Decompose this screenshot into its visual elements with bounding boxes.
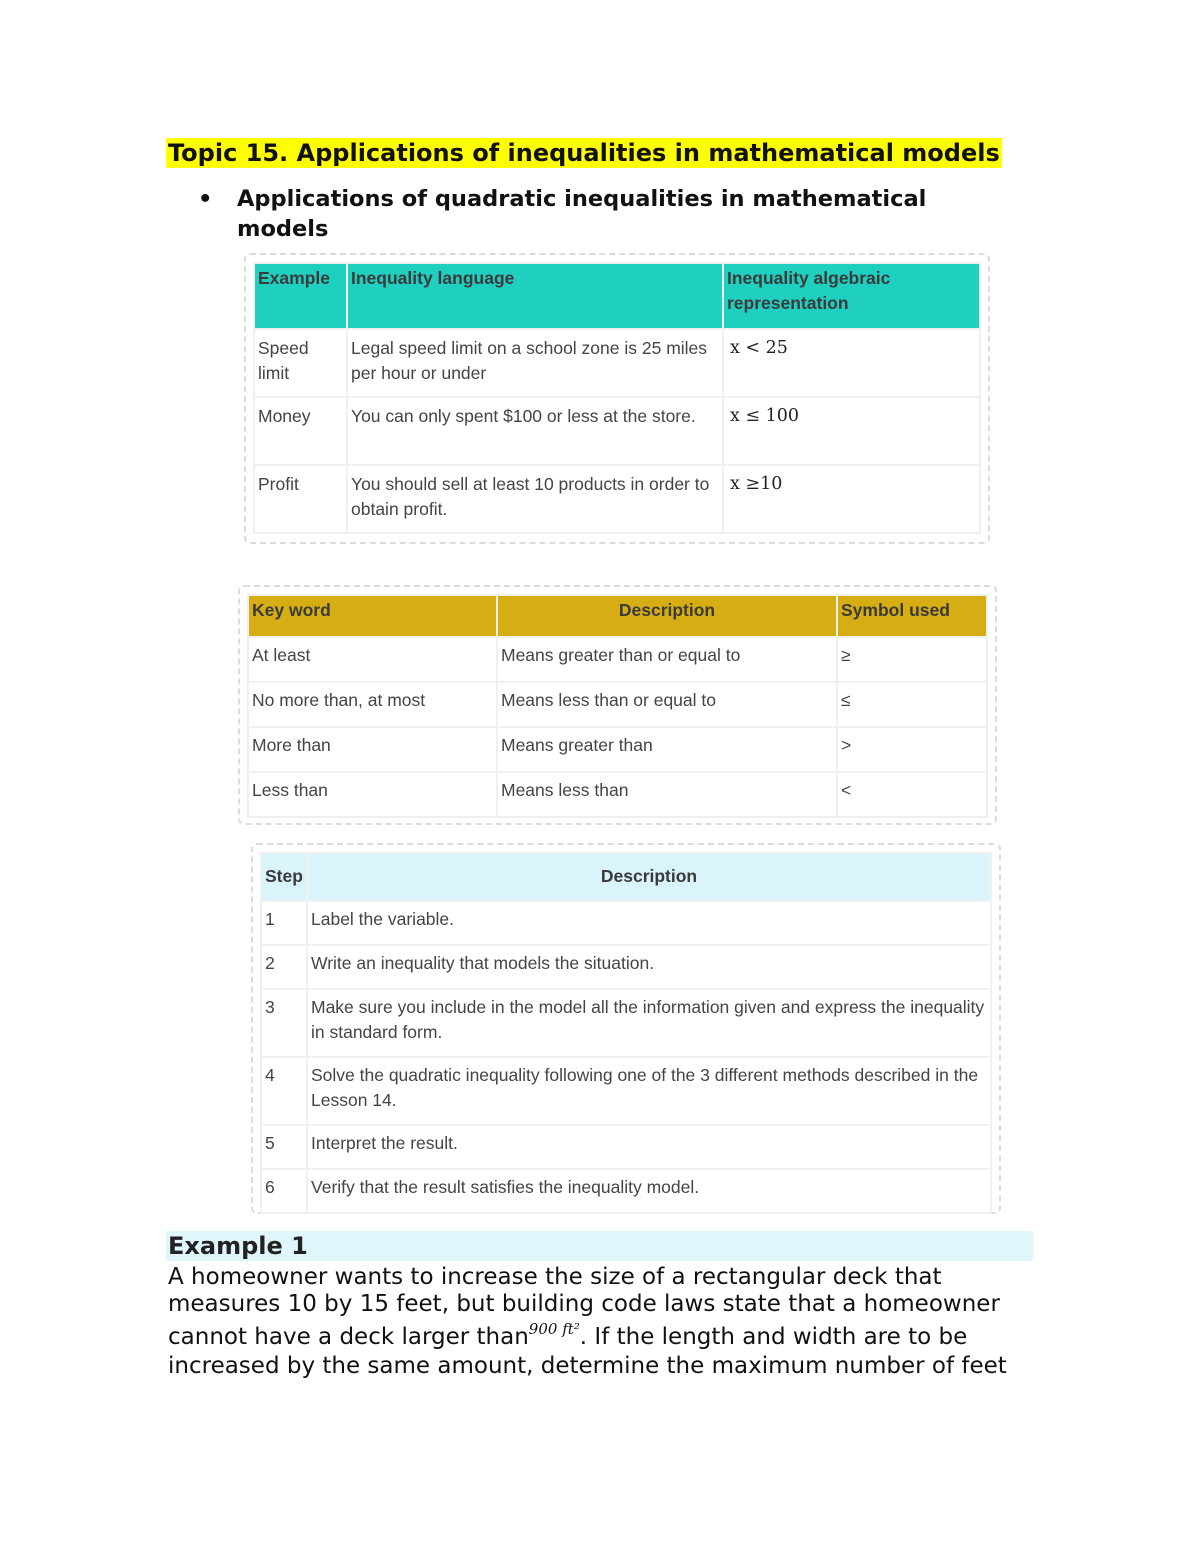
cell-algebraic: x ≥10 xyxy=(723,465,980,533)
table-row xyxy=(254,397,980,465)
header-symbol: Symbol used xyxy=(837,595,987,637)
table-row xyxy=(261,1125,991,1169)
cell-step: 3 xyxy=(261,989,307,1057)
cell-example: Money xyxy=(254,397,347,465)
cell-algebraic: x < 25 xyxy=(723,329,980,397)
table-row xyxy=(248,772,987,817)
header-step: Step xyxy=(261,853,307,901)
cell-example: Speed limit xyxy=(254,329,347,397)
table-row xyxy=(248,727,987,772)
inequality-examples-table xyxy=(244,253,990,544)
cell-symbol: ≥ xyxy=(837,637,987,682)
cell-description: Verify that the result satisfies the inequality model. xyxy=(307,1169,991,1213)
example-heading: Example 1 xyxy=(168,1232,308,1260)
table-header-row xyxy=(261,853,991,901)
table-row xyxy=(261,1057,991,1125)
example-paragraph xyxy=(168,1264,1048,1380)
bullet-text: Applications of quadratic inequalities in mathematical models xyxy=(237,186,927,242)
steps-table xyxy=(251,843,1001,1214)
area-formula: 900 ft² xyxy=(528,1320,580,1338)
cell-language: You should sell at least 10 products in order to obtain profit. xyxy=(347,465,723,533)
table-row xyxy=(261,901,991,945)
paragraph-text: cannot have a deck larger than xyxy=(168,1324,529,1350)
header-description: Description xyxy=(307,853,991,901)
cell-description: Means greater than or equal to xyxy=(497,637,837,682)
header-algebraic-representation: Inequality algebraic representation xyxy=(723,263,980,329)
paragraph-line: measures 10 by 15 feet, but building code laws state that a homeowner xyxy=(168,1291,1000,1317)
cell-key-word: No more than, at most xyxy=(248,682,497,727)
cell-symbol: > xyxy=(837,727,987,772)
cell-description: Make sure you include in the model all the information given and express the inequality in standard form. xyxy=(307,989,991,1057)
cell-language: You can only spent $100 or less at the store. xyxy=(347,397,723,465)
cell-step: 6 xyxy=(261,1169,307,1213)
cell-description: Means less than or equal to xyxy=(497,682,837,727)
table-row xyxy=(248,682,987,727)
cell-language: Legal speed limit on a school zone is 25 miles per hour or under xyxy=(347,329,723,397)
cell-example: Profit xyxy=(254,465,347,533)
table-row xyxy=(261,945,991,989)
cell-step: 2 xyxy=(261,945,307,989)
header-inequality-language: Inequality language xyxy=(347,263,723,329)
cell-description: Write an inequality that models the situation. xyxy=(307,945,991,989)
paragraph-line: increased by the same amount, determine the maximum number of feet xyxy=(168,1353,1007,1379)
table-row xyxy=(254,465,980,533)
header-key-word: Key word xyxy=(248,595,497,637)
cell-description: Label the variable. xyxy=(307,901,991,945)
header-example: Example xyxy=(254,263,347,329)
header-description: Description xyxy=(497,595,837,637)
table-header-row xyxy=(248,595,987,637)
cell-symbol: < xyxy=(837,772,987,817)
cell-description: Means greater than xyxy=(497,727,837,772)
page-title: Topic 15. Applications of inequalities in mathematical models xyxy=(168,139,1000,167)
cell-key-word: More than xyxy=(248,727,497,772)
table-row xyxy=(261,989,991,1057)
paragraph-text: . If the length and width are to be xyxy=(579,1324,968,1350)
paragraph-line xyxy=(168,1320,1048,1353)
cell-step: 4 xyxy=(261,1057,307,1125)
cell-description: Interpret the result. xyxy=(307,1125,991,1169)
cell-step: 5 xyxy=(261,1125,307,1169)
cell-key-word: Less than xyxy=(248,772,497,817)
cell-algebraic: x ≤ 100 xyxy=(723,397,980,465)
cell-step: 1 xyxy=(261,901,307,945)
cell-description: Solve the quadratic inequality following one of the 3 different methods described in the Lesson 14. xyxy=(307,1057,991,1125)
paragraph-line: A homeowner wants to increase the size of a rectangular deck that xyxy=(168,1264,942,1290)
cell-symbol: ≤ xyxy=(837,682,987,727)
table-row xyxy=(261,1169,991,1213)
table-row xyxy=(254,329,980,397)
bullet-dot: • xyxy=(198,186,213,212)
table-header-row xyxy=(254,263,980,329)
cell-description: Means less than xyxy=(497,772,837,817)
key-words-table xyxy=(238,585,997,825)
table-row xyxy=(248,637,987,682)
cell-key-word: At least xyxy=(248,637,497,682)
